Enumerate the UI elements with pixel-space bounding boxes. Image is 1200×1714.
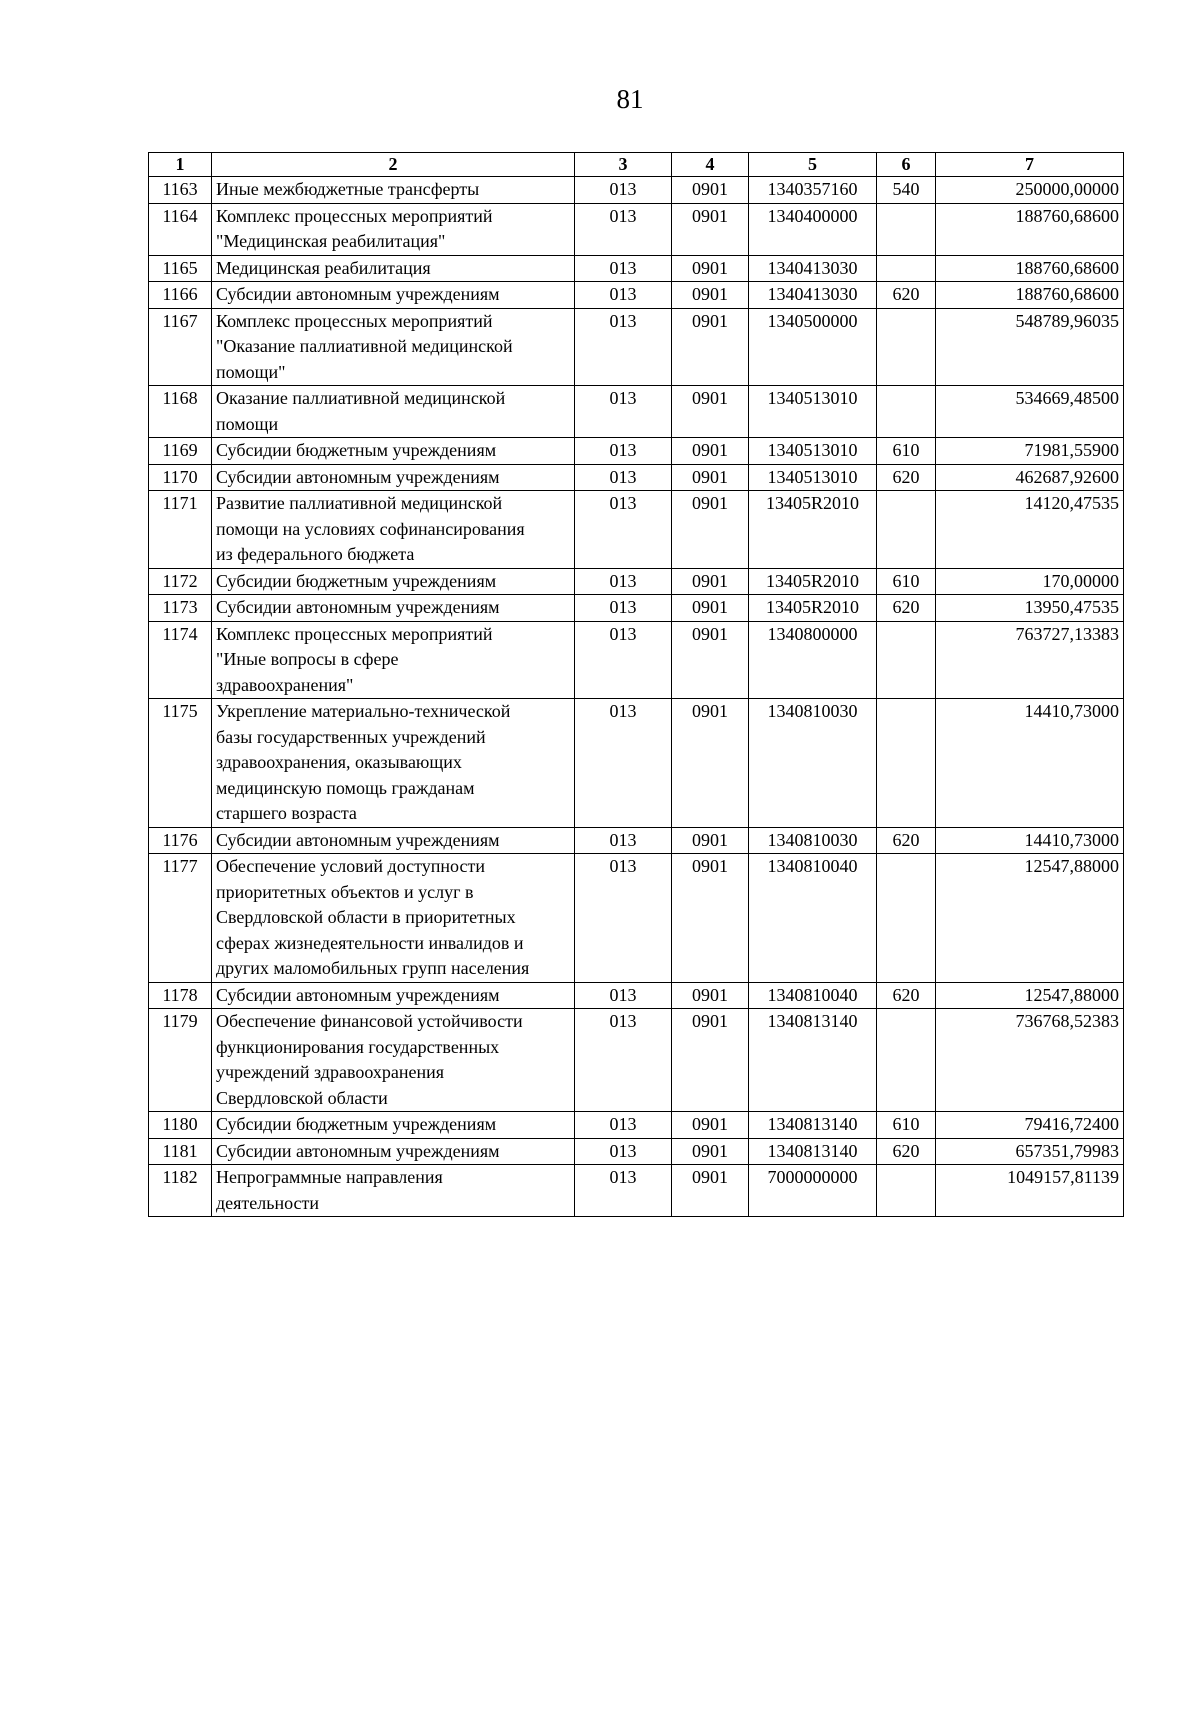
header-col-6: 6 <box>877 153 936 177</box>
row-name: Обеспечение условий доступности приоритетных объектов и услуг в Свердловской области в приоритетных сферах жизнедеятельности инвалидов и других маломобильных групп населения <box>212 854 575 983</box>
row-col-4: 0901 <box>672 438 749 465</box>
row-amount: 12547,88000 <box>936 982 1124 1009</box>
row-col-5: 1340800000 <box>749 621 877 699</box>
header-col-5: 5 <box>749 153 877 177</box>
row-col-6 <box>877 854 936 983</box>
row-col-3: 013 <box>575 621 672 699</box>
table-row <box>149 438 1124 465</box>
row-number: 1166 <box>149 282 212 309</box>
row-col-3: 013 <box>575 386 672 438</box>
row-number: 1177 <box>149 854 212 983</box>
row-name: Обеспечение финансовой устойчивости функционирования государственных учреждений здравоохранения Свердловской области <box>212 1009 575 1112</box>
row-col-4: 0901 <box>672 568 749 595</box>
row-amount: 79416,72400 <box>936 1112 1124 1139</box>
row-col-6: 540 <box>877 177 936 204</box>
row-number: 1181 <box>149 1138 212 1165</box>
row-col-6 <box>877 1009 936 1112</box>
table-row <box>149 255 1124 282</box>
row-col-6: 620 <box>877 827 936 854</box>
row-name: Развитие паллиативной медицинской помощи на условиях софинансирования из федерального бюджета <box>212 491 575 569</box>
row-amount: 12547,88000 <box>936 854 1124 983</box>
header-row <box>149 153 1124 177</box>
row-col-5: 1340513010 <box>749 464 877 491</box>
row-col-3: 013 <box>575 308 672 386</box>
row-col-4: 0901 <box>672 827 749 854</box>
row-col-3: 013 <box>575 854 672 983</box>
row-col-4: 0901 <box>672 282 749 309</box>
row-name: Субсидии автономным учреждениям <box>212 464 575 491</box>
row-name: Непрограммные направления деятельности <box>212 1165 575 1217</box>
row-col-5: 13405R2010 <box>749 491 877 569</box>
row-col-3: 013 <box>575 282 672 309</box>
row-col-4: 0901 <box>672 177 749 204</box>
row-col-4: 0901 <box>672 1165 749 1217</box>
row-col-3: 013 <box>575 699 672 828</box>
row-col-4: 0901 <box>672 255 749 282</box>
row-col-3: 013 <box>575 982 672 1009</box>
row-number: 1171 <box>149 491 212 569</box>
row-col-4: 0901 <box>672 699 749 828</box>
row-col-5: 1340813140 <box>749 1138 877 1165</box>
row-col-6: 620 <box>877 464 936 491</box>
row-col-5: 1340813140 <box>749 1112 877 1139</box>
row-col-6 <box>877 491 936 569</box>
row-number: 1170 <box>149 464 212 491</box>
row-col-5: 1340810040 <box>749 982 877 1009</box>
row-col-4: 0901 <box>672 491 749 569</box>
row-name: Укрепление материально-технической базы государственных учреждений здравоохранения, оказывающих медицинскую помощь гражданам старшего возраста <box>212 699 575 828</box>
row-col-6 <box>877 699 936 828</box>
row-amount: 1049157,81139 <box>936 1165 1124 1217</box>
row-amount: 188760,68600 <box>936 282 1124 309</box>
row-col-3: 013 <box>575 568 672 595</box>
row-name: Комплекс процессных мероприятий "Иные вопросы в сфере здравоохранения" <box>212 621 575 699</box>
table-row <box>149 568 1124 595</box>
row-number: 1182 <box>149 1165 212 1217</box>
row-name: Иные межбюджетные трансферты <box>212 177 575 204</box>
row-number: 1169 <box>149 438 212 465</box>
budget-table <box>148 152 1124 1217</box>
row-amount: 548789,96035 <box>936 308 1124 386</box>
header-col-1: 1 <box>149 153 212 177</box>
row-number: 1173 <box>149 595 212 622</box>
table-row <box>149 177 1124 204</box>
row-col-4: 0901 <box>672 1112 749 1139</box>
row-col-4: 0901 <box>672 595 749 622</box>
row-col-6: 620 <box>877 1138 936 1165</box>
row-col-3: 013 <box>575 595 672 622</box>
row-col-6: 610 <box>877 1112 936 1139</box>
row-col-3: 013 <box>575 177 672 204</box>
row-col-6: 620 <box>877 595 936 622</box>
row-col-5: 1340813140 <box>749 1009 877 1112</box>
row-col-5: 13405R2010 <box>749 568 877 595</box>
table-body <box>149 177 1124 1217</box>
header-col-4: 4 <box>672 153 749 177</box>
row-name: Субсидии автономным учреждениям <box>212 282 575 309</box>
row-amount: 170,00000 <box>936 568 1124 595</box>
row-col-5: 1340810040 <box>749 854 877 983</box>
row-col-5: 7000000000 <box>749 1165 877 1217</box>
row-number: 1175 <box>149 699 212 828</box>
row-amount: 534669,48500 <box>936 386 1124 438</box>
row-name: Субсидии бюджетным учреждениям <box>212 438 575 465</box>
row-amount: 14120,47535 <box>936 491 1124 569</box>
header-col-3: 3 <box>575 153 672 177</box>
row-amount: 657351,79983 <box>936 1138 1124 1165</box>
row-col-6 <box>877 203 936 255</box>
row-col-6: 610 <box>877 568 936 595</box>
table-row <box>149 464 1124 491</box>
row-number: 1167 <box>149 308 212 386</box>
table-row <box>149 491 1124 569</box>
row-col-6: 610 <box>877 438 936 465</box>
row-col-3: 013 <box>575 464 672 491</box>
row-amount: 13950,47535 <box>936 595 1124 622</box>
row-col-3: 013 <box>575 1138 672 1165</box>
table-row <box>149 827 1124 854</box>
table-row <box>149 1112 1124 1139</box>
table-row <box>149 282 1124 309</box>
row-col-4: 0901 <box>672 982 749 1009</box>
row-number: 1168 <box>149 386 212 438</box>
row-name: Медицинская реабилитация <box>212 255 575 282</box>
row-col-3: 013 <box>575 203 672 255</box>
page-number: 81 <box>616 84 644 114</box>
row-amount: 14410,73000 <box>936 827 1124 854</box>
row-number: 1176 <box>149 827 212 854</box>
row-col-3: 013 <box>575 1165 672 1217</box>
table-row <box>149 982 1124 1009</box>
row-col-3: 013 <box>575 1009 672 1112</box>
row-col-5: 1340513010 <box>749 386 877 438</box>
row-number: 1165 <box>149 255 212 282</box>
row-col-3: 013 <box>575 491 672 569</box>
row-col-4: 0901 <box>672 386 749 438</box>
row-col-5: 1340810030 <box>749 699 877 828</box>
row-number: 1163 <box>149 177 212 204</box>
row-col-6 <box>877 621 936 699</box>
row-col-5: 1340400000 <box>749 203 877 255</box>
table-row <box>149 699 1124 828</box>
row-col-6: 620 <box>877 282 936 309</box>
row-amount: 71981,55900 <box>936 438 1124 465</box>
row-amount: 763727,13383 <box>936 621 1124 699</box>
row-name: Субсидии автономным учреждениям <box>212 595 575 622</box>
header-col-2: 2 <box>212 153 575 177</box>
row-col-5: 1340413030 <box>749 282 877 309</box>
row-col-6 <box>877 1165 936 1217</box>
row-amount: 250000,00000 <box>936 177 1124 204</box>
row-col-5: 1340500000 <box>749 308 877 386</box>
row-col-5: 1340513010 <box>749 438 877 465</box>
table-row <box>149 308 1124 386</box>
header-col-7: 7 <box>936 153 1124 177</box>
row-col-4: 0901 <box>672 203 749 255</box>
table-row <box>149 595 1124 622</box>
row-col-3: 013 <box>575 827 672 854</box>
row-name: Субсидии автономным учреждениям <box>212 1138 575 1165</box>
row-number: 1180 <box>149 1112 212 1139</box>
table-row <box>149 1138 1124 1165</box>
table-row <box>149 203 1124 255</box>
row-number: 1172 <box>149 568 212 595</box>
row-col-5: 13405R2010 <box>749 595 877 622</box>
row-col-6 <box>877 255 936 282</box>
row-col-3: 013 <box>575 438 672 465</box>
table-row <box>149 621 1124 699</box>
table-row <box>149 386 1124 438</box>
row-amount: 188760,68600 <box>936 255 1124 282</box>
row-col-6 <box>877 386 936 438</box>
row-amount: 462687,92600 <box>936 464 1124 491</box>
row-name: Комплекс процессных мероприятий "Оказание паллиативной медицинской помощи" <box>212 308 575 386</box>
table-row <box>149 854 1124 983</box>
row-col-6: 620 <box>877 982 936 1009</box>
row-name: Субсидии автономным учреждениям <box>212 982 575 1009</box>
row-col-4: 0901 <box>672 621 749 699</box>
row-col-3: 013 <box>575 255 672 282</box>
row-col-6 <box>877 308 936 386</box>
table-row <box>149 1165 1124 1217</box>
row-col-4: 0901 <box>672 1138 749 1165</box>
row-name: Комплекс процессных мероприятий "Медицинская реабилитация" <box>212 203 575 255</box>
row-col-4: 0901 <box>672 464 749 491</box>
row-col-4: 0901 <box>672 854 749 983</box>
row-col-5: 1340810030 <box>749 827 877 854</box>
row-col-3: 013 <box>575 1112 672 1139</box>
table-row <box>149 1009 1124 1112</box>
row-number: 1174 <box>149 621 212 699</box>
row-number: 1178 <box>149 982 212 1009</box>
row-col-4: 0901 <box>672 308 749 386</box>
row-number: 1164 <box>149 203 212 255</box>
row-col-4: 0901 <box>672 1009 749 1112</box>
row-col-5: 1340413030 <box>749 255 877 282</box>
row-name: Субсидии бюджетным учреждениям <box>212 1112 575 1139</box>
row-name: Оказание паллиативной медицинской помощи <box>212 386 575 438</box>
row-name: Субсидии автономным учреждениям <box>212 827 575 854</box>
row-amount: 188760,68600 <box>936 203 1124 255</box>
row-col-5: 1340357160 <box>749 177 877 204</box>
row-amount: 14410,73000 <box>936 699 1124 828</box>
row-number: 1179 <box>149 1009 212 1112</box>
row-name: Субсидии бюджетным учреждениям <box>212 568 575 595</box>
row-amount: 736768,52383 <box>936 1009 1124 1112</box>
